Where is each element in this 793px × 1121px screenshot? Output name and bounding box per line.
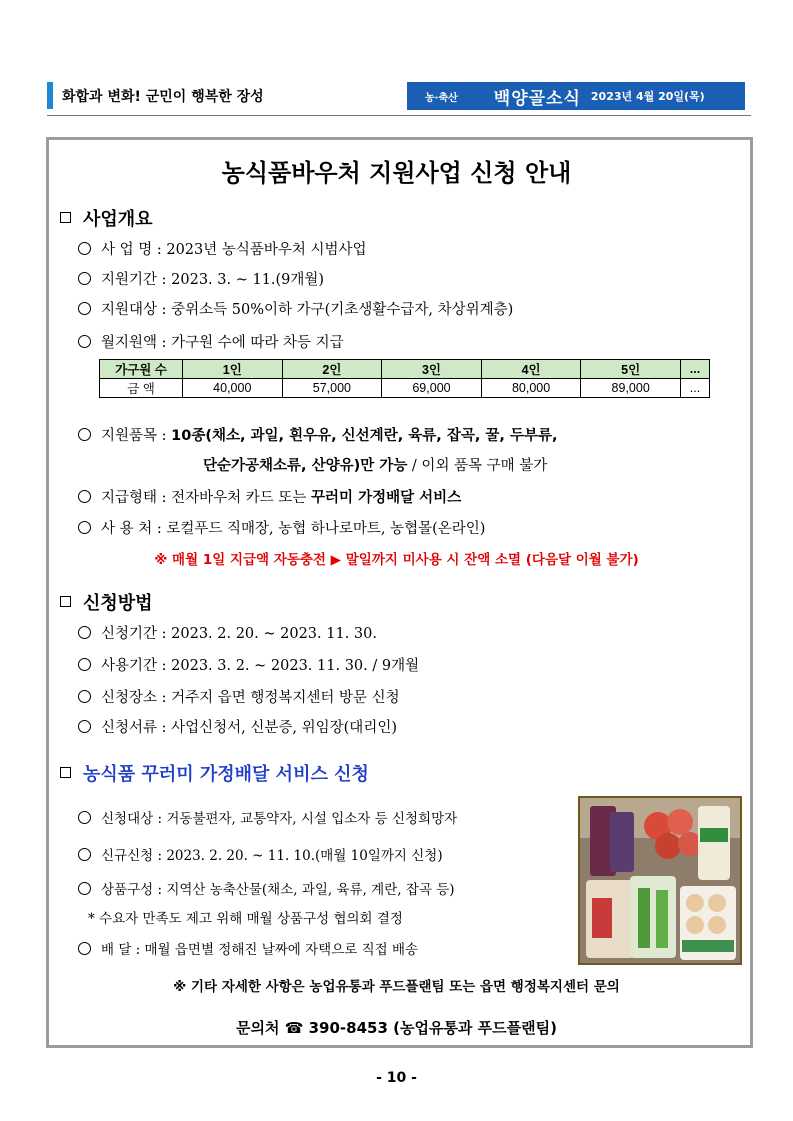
table-cell: 69,000	[382, 379, 482, 398]
table-cell: 금 액	[100, 379, 183, 398]
table-header-row	[100, 360, 710, 379]
page-number: - 10 -	[376, 1070, 417, 1086]
overview-item-period: 지원기간 : 2023. 3. ~ 11.(9개월)	[78, 268, 324, 289]
contact-info: 문의처 ☎ 390-8453 (농업유통과 푸드플랜팀)	[236, 1019, 557, 1037]
circle-bullet-icon	[78, 490, 91, 503]
circle-bullet-icon	[78, 720, 91, 733]
circle-bullet-icon	[78, 942, 91, 955]
delivery-item-products: 상품구성 : 지역산 농축산물(채소, 과일, 육류, 계란, 잡곡 등)	[78, 878, 455, 898]
circle-bullet-icon	[78, 335, 91, 348]
overview-item-monthly: 월지원액 : 가구원 수에 따라 차등 지급	[78, 331, 344, 352]
overview-item-payment: 지급형태 : 전자바우처 카드 또는 꾸러미 가정배달 서비스	[78, 486, 461, 507]
overview-item-products-cont: 단순가공채소류, 산양유)만 가능 / 이외 품목 구매 불가	[203, 458, 548, 474]
table-cell: ...	[680, 379, 709, 398]
apply-item-place: 신청장소 : 거주지 읍면 행정복지센터 방문 신청	[78, 686, 400, 707]
table-cell: 2인	[282, 360, 382, 379]
square-bullet-icon	[60, 596, 71, 607]
table-cell: 57,000	[282, 379, 382, 398]
table-cell: 80,000	[481, 379, 581, 398]
square-bullet-icon	[60, 767, 71, 778]
circle-bullet-icon	[78, 811, 91, 824]
overview-item-products: 지원품목 : 10종(채소, 과일, 흰우유, 신선계란, 육류, 잡곡, 꿀, 두부류,	[78, 424, 558, 445]
header-accent-bar	[47, 82, 53, 109]
header-date: 2023년 4월 20일(목)	[590, 90, 705, 103]
circle-bullet-icon	[78, 302, 91, 315]
table-cell: 5인	[581, 360, 681, 379]
table-cell: 가구원 수	[100, 360, 183, 379]
food-package-photo	[578, 796, 742, 965]
section-apply-heading: 신청방법	[60, 589, 153, 615]
header-banner	[407, 82, 745, 110]
header-rule	[47, 115, 751, 116]
overview-item-name: 사 업 명 : 2023년 농식품바우처 시범사업	[78, 238, 367, 259]
overview-item-target: 지원대상 : 중위소득 50%이하 가구(기초생활수급자, 차상위계층)	[78, 298, 513, 319]
warning-notice: ※ 매월 1일 지급액 자동충전 ▶ 말일까지 미사용 시 잔액 소멸 (다음달 이월 불가)	[154, 552, 639, 568]
section-delivery-heading: 농식품 꾸러미 가정배달 서비스 신청	[60, 760, 369, 786]
circle-bullet-icon	[78, 848, 91, 861]
table-cell: 1인	[183, 360, 283, 379]
circle-bullet-icon	[78, 242, 91, 255]
page-title: 농식품바우처 지원사업 신청 안내	[221, 159, 572, 187]
circle-bullet-icon	[78, 428, 91, 441]
header-slogan: 화합과 변화! 군민이 행복한 장성	[62, 89, 264, 105]
table-cell: 89,000	[581, 379, 681, 398]
delivery-item-target: 신청대상 : 거동불편자, 교통약자, 시설 입소자 등 신청희망자	[78, 807, 457, 827]
header-category: 농·축산	[425, 92, 458, 104]
delivery-item-new: 신규신청 : 2023. 2. 20. ~ 11. 10.(매월 10일까지 신청)	[78, 844, 443, 864]
circle-bullet-icon	[78, 272, 91, 285]
apply-item-documents: 신청서류 : 사업신청서, 신분증, 위임장(대리인)	[78, 716, 397, 737]
apply-item-period: 신청기간 : 2023. 2. 20. ~ 2023. 11. 30.	[78, 622, 377, 643]
food-package-illustration	[580, 798, 740, 963]
etc-notice: ※ 기타 자세한 사항은 농업유통과 푸드플랜팀 또는 읍면 행정복지센터 문의	[173, 979, 620, 995]
circle-bullet-icon	[78, 626, 91, 639]
circle-bullet-icon	[78, 882, 91, 895]
circle-bullet-icon	[78, 690, 91, 703]
square-bullet-icon	[60, 212, 71, 223]
circle-bullet-icon	[78, 521, 91, 534]
overview-item-usage: 사 용 처 : 로컬푸드 직매장, 농협 하나로마트, 농협몰(온라인)	[78, 517, 485, 538]
circle-bullet-icon	[78, 658, 91, 671]
section-overview-heading: 사업개요	[60, 205, 153, 231]
delivery-note: * 수요자 만족도 제고 위해 매월 상품구성 협의회 결정	[88, 911, 403, 927]
table-cell: ...	[680, 360, 709, 379]
table-cell: 40,000	[183, 379, 283, 398]
header-publication: 백양골소식	[493, 88, 581, 109]
table-row	[100, 379, 710, 398]
apply-item-usage-period: 사용기간 : 2023. 3. 2. ~ 2023. 11. 30. / 9개월	[78, 654, 419, 675]
table-cell: 3인	[382, 360, 482, 379]
support-amount-table	[99, 359, 710, 398]
table-cell: 4인	[481, 360, 581, 379]
delivery-item-delivery: 배 달 : 매월 읍면별 정해진 날짜에 자택으로 직접 배송	[78, 938, 418, 958]
